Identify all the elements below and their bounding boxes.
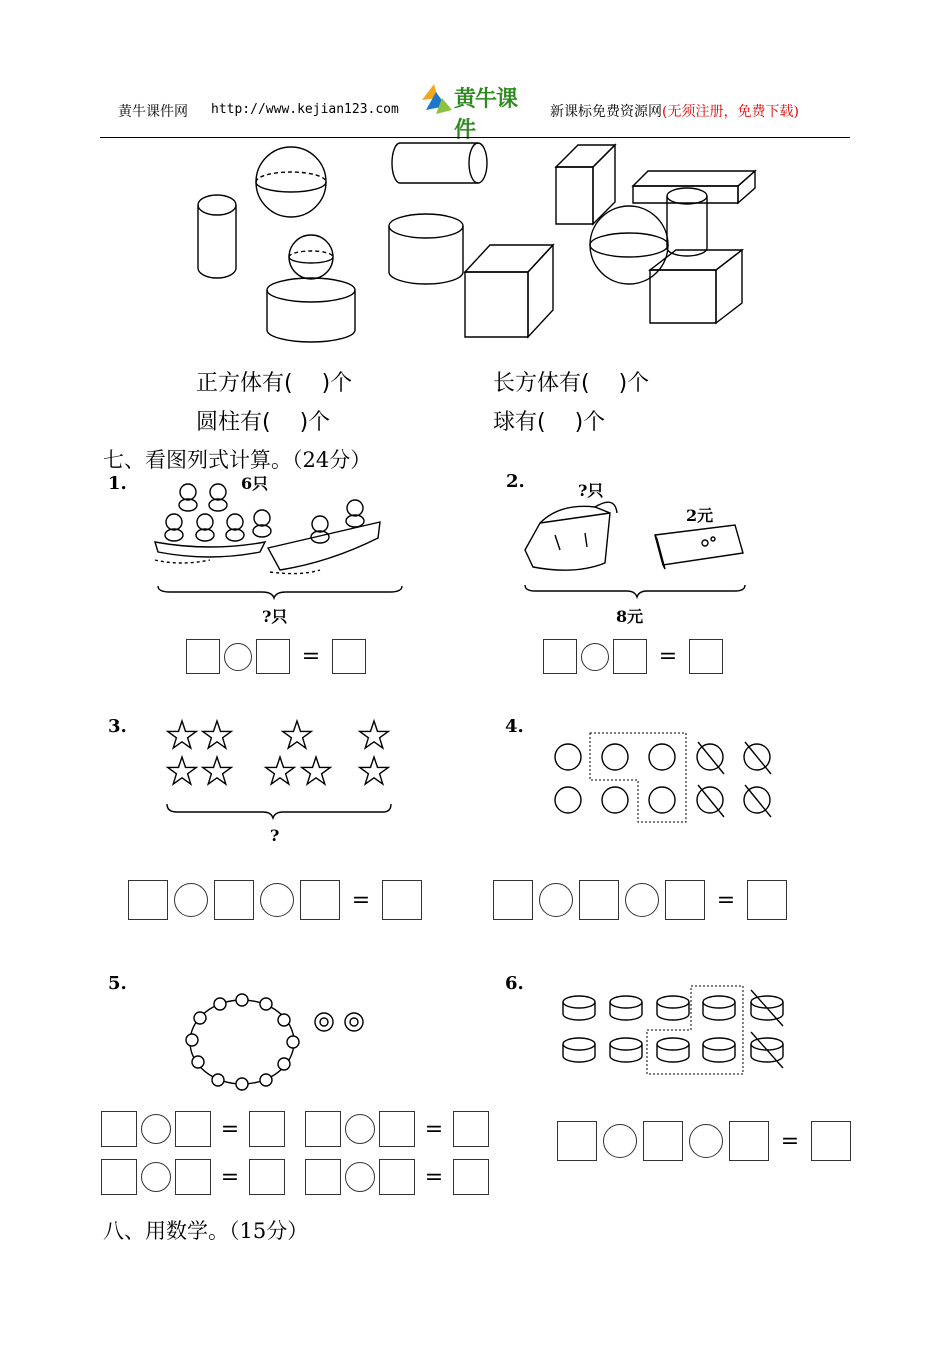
answer-box[interactable] <box>557 1121 597 1161</box>
crossed-circle-icon <box>744 742 771 774</box>
header-right-note: (无须注册，免费下载) <box>662 104 799 120</box>
equals-sign: = <box>424 1164 444 1190</box>
drum-icon <box>657 996 689 1020</box>
crossed-circle-icon <box>697 742 724 774</box>
operator-circle[interactable] <box>141 1162 171 1192</box>
crossed-drum-icon <box>751 1032 783 1068</box>
answer-box[interactable] <box>613 639 647 674</box>
answer-box[interactable] <box>747 880 787 920</box>
cylinder-icon <box>198 195 236 278</box>
star-icon <box>302 757 331 784</box>
cuboid-icon <box>556 145 615 224</box>
dog-icon <box>179 484 197 511</box>
equals-sign: = <box>220 1116 240 1142</box>
problem2-number: 2. <box>506 471 525 492</box>
star-icon <box>203 721 232 748</box>
problem4-equation <box>493 880 787 920</box>
equals-sign: = <box>220 1164 240 1190</box>
cylinder-icon <box>389 214 463 284</box>
section8-title: 八、用数学。（15分） <box>103 1219 309 1243</box>
answer-box[interactable] <box>811 1121 851 1161</box>
answer-box[interactable] <box>300 880 340 920</box>
circles-crossed-figure <box>548 730 788 830</box>
problem5-equation-d <box>305 1159 489 1195</box>
answer-box[interactable] <box>175 1159 211 1195</box>
star-icon <box>203 757 232 784</box>
circle-icon <box>602 744 628 770</box>
problem1-top-label: 6只 <box>241 474 269 493</box>
answer-box[interactable] <box>729 1121 769 1161</box>
dog-icon <box>226 514 244 541</box>
dog-icon <box>346 500 364 527</box>
sphere-count-label: 球有( )个 <box>493 410 606 435</box>
answer-box[interactable] <box>665 880 705 920</box>
dog-icon <box>311 516 329 543</box>
problem1-bottom-label: ?只 <box>262 607 288 626</box>
operator-circle[interactable] <box>581 643 609 671</box>
star-icon <box>266 757 295 784</box>
answer-box[interactable] <box>305 1111 341 1147</box>
loose-bead-icon <box>345 1013 363 1031</box>
dogs-boat-figure <box>150 480 410 610</box>
answer-box[interactable] <box>379 1111 415 1147</box>
stars-figure <box>155 712 415 842</box>
bracelet-string <box>190 1000 294 1084</box>
problem3-equation <box>128 880 422 920</box>
bag-pencilbox-figure <box>515 495 775 615</box>
loose-bead-icon <box>315 1013 333 1031</box>
dog-icon <box>209 484 227 511</box>
problem5-equation-c <box>101 1159 285 1195</box>
answer-box[interactable] <box>101 1159 137 1195</box>
answer-box[interactable] <box>543 639 577 674</box>
drums-figure <box>555 982 795 1082</box>
schoolbag-icon <box>525 502 617 570</box>
answer-box[interactable] <box>579 880 619 920</box>
crossed-circle-icon <box>697 785 724 817</box>
answer-box[interactable] <box>493 880 533 920</box>
answer-box[interactable] <box>256 639 290 674</box>
problem2-bottom-label: 8元 <box>616 607 644 626</box>
drum-icon <box>610 996 642 1020</box>
circle-icon <box>649 744 675 770</box>
problem2-price-label: 2元 <box>686 506 714 525</box>
operator-circle[interactable] <box>345 1114 375 1144</box>
equals-sign: = <box>301 644 321 669</box>
drum-icon <box>703 1038 735 1062</box>
answer-box[interactable] <box>643 1121 683 1161</box>
operator-circle[interactable] <box>174 883 208 917</box>
header-site-name: 黄牛课件网 <box>118 104 188 120</box>
answer-box[interactable] <box>249 1159 285 1195</box>
star-icon <box>283 721 312 748</box>
crossed-circle-icon <box>744 785 771 817</box>
cylinder-count-label: 圆柱有( )个 <box>196 410 331 435</box>
drum-icon <box>563 996 595 1020</box>
operator-circle[interactable] <box>603 1124 637 1158</box>
equals-sign: = <box>424 1116 444 1142</box>
answer-box[interactable] <box>128 880 168 920</box>
dog-icon <box>165 514 183 541</box>
star-icon <box>360 757 389 784</box>
operator-circle[interactable] <box>345 1162 375 1192</box>
answer-box[interactable] <box>101 1111 137 1147</box>
problem3-bottom-label: ? <box>270 826 280 845</box>
star-icon <box>360 721 389 748</box>
equals-sign: = <box>351 887 371 913</box>
sphere-icon <box>289 235 333 279</box>
drum-icon <box>657 1038 689 1062</box>
drum-icon <box>610 1038 642 1062</box>
answer-box[interactable] <box>379 1159 415 1195</box>
answer-box[interactable] <box>249 1111 285 1147</box>
operator-circle[interactable] <box>224 643 252 671</box>
star-icon <box>168 757 197 784</box>
problem5-equation-a <box>101 1111 285 1147</box>
problem2-equation <box>543 639 723 674</box>
problem1-equation <box>186 639 366 674</box>
bead-bracelet-figure <box>180 990 400 1100</box>
shapes-figure <box>0 0 950 360</box>
circle-icon <box>555 787 581 813</box>
circle-icon <box>602 787 628 813</box>
problem3-number: 3. <box>108 716 127 737</box>
problem5-equation-b <box>305 1111 489 1147</box>
pencil-case-icon <box>655 525 743 569</box>
sphere-icon <box>256 147 326 217</box>
star-icon <box>168 721 197 748</box>
header-right-title: 新课标免费资源网 <box>550 104 662 120</box>
cylinder-icon <box>667 188 707 256</box>
equals-sign: = <box>780 1128 800 1154</box>
problem6-equation <box>557 1121 851 1161</box>
cube-icon <box>650 250 742 323</box>
header-url[interactable]: http://www.kejian123.com <box>211 102 399 117</box>
operator-circle[interactable] <box>625 883 659 917</box>
cube-count-label: 正方体有( )个 <box>196 371 353 396</box>
sphere-icon <box>590 206 668 284</box>
crossed-drum-icon <box>751 990 783 1026</box>
answer-box[interactable] <box>305 1159 341 1195</box>
circle-icon <box>649 787 675 813</box>
cylinder-icon <box>392 143 487 183</box>
cuboid-icon <box>633 171 755 203</box>
operator-circle[interactable] <box>689 1124 723 1158</box>
dog-icon <box>253 510 271 537</box>
answer-box[interactable] <box>175 1111 211 1147</box>
problem6-number: 6. <box>505 973 524 994</box>
bead-icons <box>186 994 299 1090</box>
cube-icon <box>465 245 553 337</box>
answer-box[interactable] <box>382 880 422 920</box>
answer-box[interactable] <box>453 1111 489 1147</box>
logo-text: 黄牛课件 <box>454 87 518 143</box>
answer-box[interactable] <box>214 880 254 920</box>
equals-sign: = <box>716 887 736 913</box>
cuboid-count-label: 长方体有( )个 <box>493 371 650 396</box>
operator-circle[interactable] <box>539 883 573 917</box>
dog-icon <box>196 514 214 541</box>
circle-icon <box>555 744 581 770</box>
operator-circle[interactable] <box>141 1114 171 1144</box>
answer-box[interactable] <box>332 639 366 674</box>
operator-circle[interactable] <box>260 883 294 917</box>
problem4-number: 4. <box>505 716 524 737</box>
cylinder-icon <box>267 278 355 342</box>
answer-box[interactable] <box>689 639 723 674</box>
answer-box[interactable] <box>186 639 220 674</box>
problem2-top-label: ?只 <box>578 481 604 500</box>
drum-icon <box>703 996 735 1020</box>
problem5-number: 5. <box>108 973 127 994</box>
section7-title: 七、看图列式计算。（24分） <box>103 448 372 472</box>
problem1-number: 1. <box>108 473 127 494</box>
drum-icon <box>563 1038 595 1062</box>
equals-sign: = <box>658 644 678 669</box>
answer-box[interactable] <box>453 1159 489 1195</box>
